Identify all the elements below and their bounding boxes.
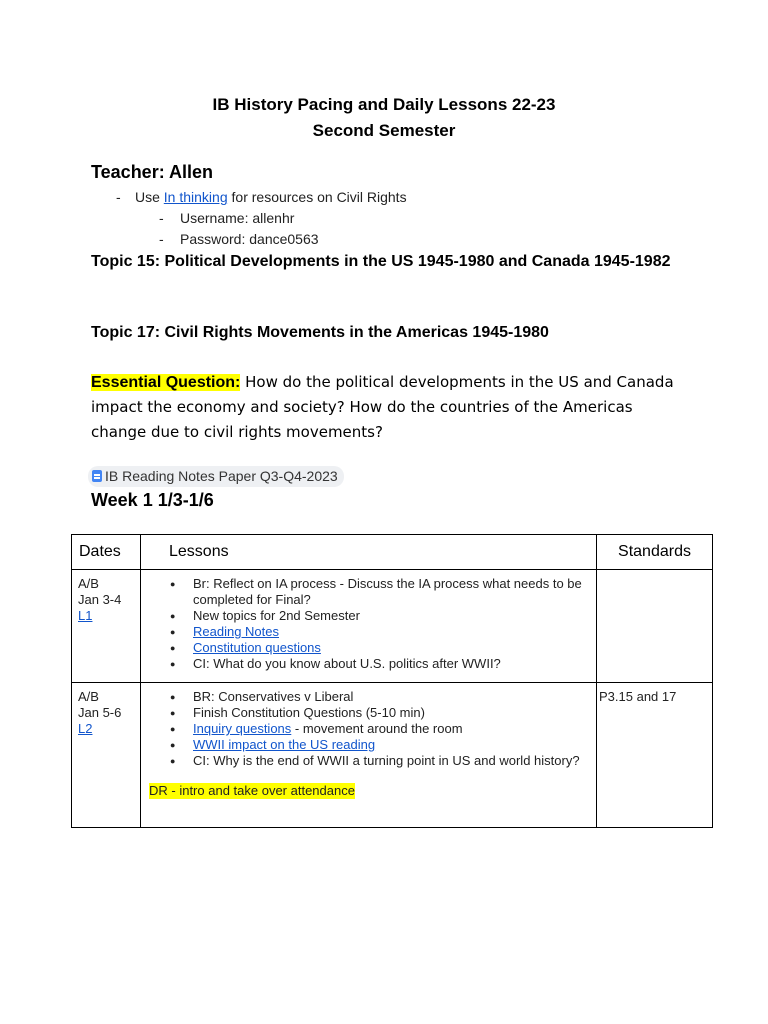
resource-prefix: Use	[135, 189, 164, 205]
standards-cell	[597, 570, 713, 683]
wwii-impact-reading-link[interactable]: WWII impact on the US reading	[193, 737, 376, 752]
dash-bullet: -	[159, 231, 164, 247]
lessons-cell	[141, 570, 597, 683]
dash-bullet: -	[116, 189, 121, 205]
table-row	[72, 570, 713, 683]
lesson-link-l1[interactable]: L1	[78, 608, 93, 623]
list-item	[193, 721, 590, 737]
username-line: Username: allenhr	[180, 210, 295, 226]
password-line: Password: dance0563	[180, 231, 319, 247]
document-title: IB History Pacing and Daily Lessons 22-23	[212, 95, 556, 114]
constitution-questions-link[interactable]: Constitution questions	[193, 640, 321, 655]
reading-notes-doc-chip[interactable]	[88, 466, 344, 487]
chip-label: IB Reading Notes Paper Q3-Q4-2023	[105, 468, 338, 484]
week-heading: Week 1 1/3-1/6	[91, 490, 214, 510]
lesson-items	[141, 689, 590, 769]
block-label: A/B	[78, 576, 99, 591]
list-item: ● CI: Why is the end of WWII a turning point in US and world history?	[193, 753, 590, 769]
table-header-row	[72, 535, 713, 570]
list-item: ● Finish Constitution Questions (5-10 min)	[193, 705, 590, 721]
block-label: A/B	[78, 689, 99, 704]
inquiry-suffix: - movement around the room	[291, 721, 463, 736]
essential-question	[91, 370, 691, 445]
inquiry-questions-link[interactable]: Inquiry questions	[193, 721, 292, 736]
standards-cell: P3.15 and 17	[597, 683, 713, 828]
dates-cell	[72, 570, 141, 683]
lesson-link-l2[interactable]: L2	[78, 721, 93, 736]
topic-15-heading: Topic 15: Political Developments in the US 1945-1980 and Canada 1945-1982	[91, 253, 671, 270]
topic-17-heading: Topic 17: Civil Rights Movements in the Americas 1945-1980	[91, 324, 549, 341]
lesson-items	[141, 576, 590, 672]
essential-question-label: Essential Question:	[91, 374, 241, 391]
lessons-cell	[141, 683, 597, 828]
list-item	[193, 624, 590, 640]
header-dates: Dates	[72, 535, 141, 570]
dash-bullet: -	[159, 210, 164, 226]
teacher-heading: Teacher: Allen	[91, 162, 214, 182]
list-item	[193, 640, 590, 656]
list-item: ● CI: What do you know about U.S. politics after WWII?	[193, 656, 590, 672]
date-range: Jan 5-6	[78, 705, 122, 720]
list-item: ● Br: Reflect on IA process - Discuss the IA process what needs to be completed for Final?	[193, 576, 590, 608]
resource-suffix: for resources on Civil Rights	[227, 189, 407, 205]
list-item	[193, 737, 590, 753]
table-row	[72, 683, 713, 828]
header-standards: Standards	[597, 535, 713, 570]
list-item: ● BR: Conservatives v Liberal	[193, 689, 590, 705]
dates-cell	[72, 683, 141, 828]
date-range: Jan 3-4	[78, 592, 122, 607]
google-docs-icon	[92, 470, 102, 482]
lessons-table	[71, 534, 713, 828]
essential-question-text: How do the political developments in the US and Canada impact the economy and society? How do the countries of the Americas change due to civil rights movements?	[91, 373, 674, 441]
resource-line	[135, 189, 407, 205]
header-lessons: Lessons	[141, 535, 597, 570]
in-thinking-link[interactable]: In thinking	[163, 189, 228, 205]
reading-notes-link[interactable]: Reading Notes	[193, 624, 279, 639]
highlighted-note: DR - intro and take over attendance	[149, 783, 355, 798]
list-item: ● New topics for 2nd Semester	[193, 608, 590, 624]
document-subtitle: Second Semester	[312, 121, 456, 140]
